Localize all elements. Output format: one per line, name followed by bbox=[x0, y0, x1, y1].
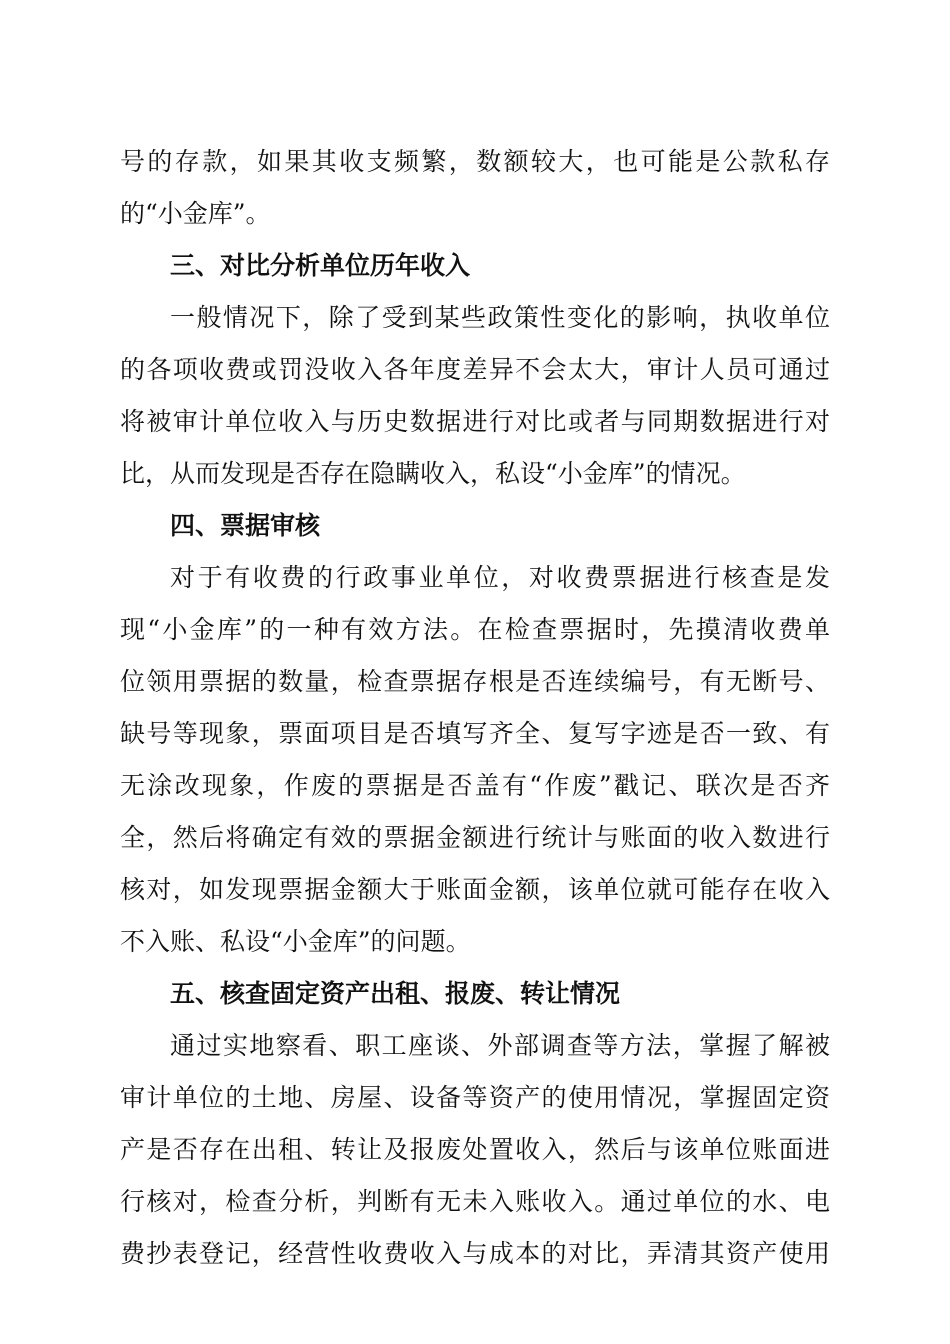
paragraph-line: 的各项收费或罚没收入各年度差异不会太大，审计人员可通过 bbox=[120, 355, 830, 384]
paragraph-line: 审计单位的土地、房屋、设备等资产的使用情况，掌握固定资 bbox=[120, 1083, 830, 1112]
paragraph-line: 将被审计单位收入与历史数据进行对比或者与同期数据进行对 bbox=[120, 407, 830, 436]
paragraph-line: 不入账、私设“小金库”的问题。 bbox=[120, 927, 471, 956]
paragraph-line: 行核对，检查分析，判断有无未入账收入。通过单位的水、电 bbox=[120, 1187, 830, 1216]
paragraph-line: 核对，如发现票据金额大于账面金额，该单位就可能存在收入 bbox=[120, 875, 830, 904]
paragraph-line: 一般情况下，除了受到某些政策性变化的影响，执收单位 bbox=[170, 303, 830, 332]
paragraph-line: 的“小金库”。 bbox=[120, 199, 271, 228]
paragraph-line: 对于有收费的行政事业单位，对收费票据进行核查是发 bbox=[170, 563, 830, 592]
paragraph-line: 费抄表登记，经营性收费收入与成本的对比，弄清其资产使用 bbox=[120, 1239, 830, 1268]
section-heading: 四、票据审核 bbox=[170, 511, 321, 540]
section-heading: 三、对比分析单位历年收入 bbox=[170, 251, 471, 280]
paragraph-line: 比，从而发现是否存在隐瞒收入，私设“小金库”的情况。 bbox=[120, 459, 746, 488]
paragraph-line: 产是否存在出租、转让及报废处置收入，然后与该单位账面进 bbox=[120, 1135, 830, 1164]
paragraph-line: 全，然后将确定有效的票据金额进行统计与账面的收入数进行 bbox=[120, 823, 830, 852]
section-heading: 五、核查固定资产出租、报废、转让情况 bbox=[170, 979, 621, 1008]
paragraph-line: 通过实地察看、职工座谈、外部调查等方法，掌握了解被 bbox=[170, 1031, 830, 1060]
document-page bbox=[120, 136, 830, 1280]
paragraph-line: 号的存款，如果其收支频繁，数额较大，也可能是公款私存 bbox=[120, 147, 830, 176]
paragraph-line: 位领用票据的数量，检查票据存根是否连续编号，有无断号、 bbox=[120, 667, 830, 696]
paragraph-line: 缺号等现象，票面项目是否填写齐全、复写字迹是否一致、有 bbox=[120, 719, 830, 748]
paragraph-line: 现“小金库”的一种有效方法。在检查票据时，先摸清收费单 bbox=[120, 615, 830, 644]
paragraph-line: 无涂改现象，作废的票据是否盖有“作废”戳记、联次是否齐 bbox=[120, 771, 830, 800]
